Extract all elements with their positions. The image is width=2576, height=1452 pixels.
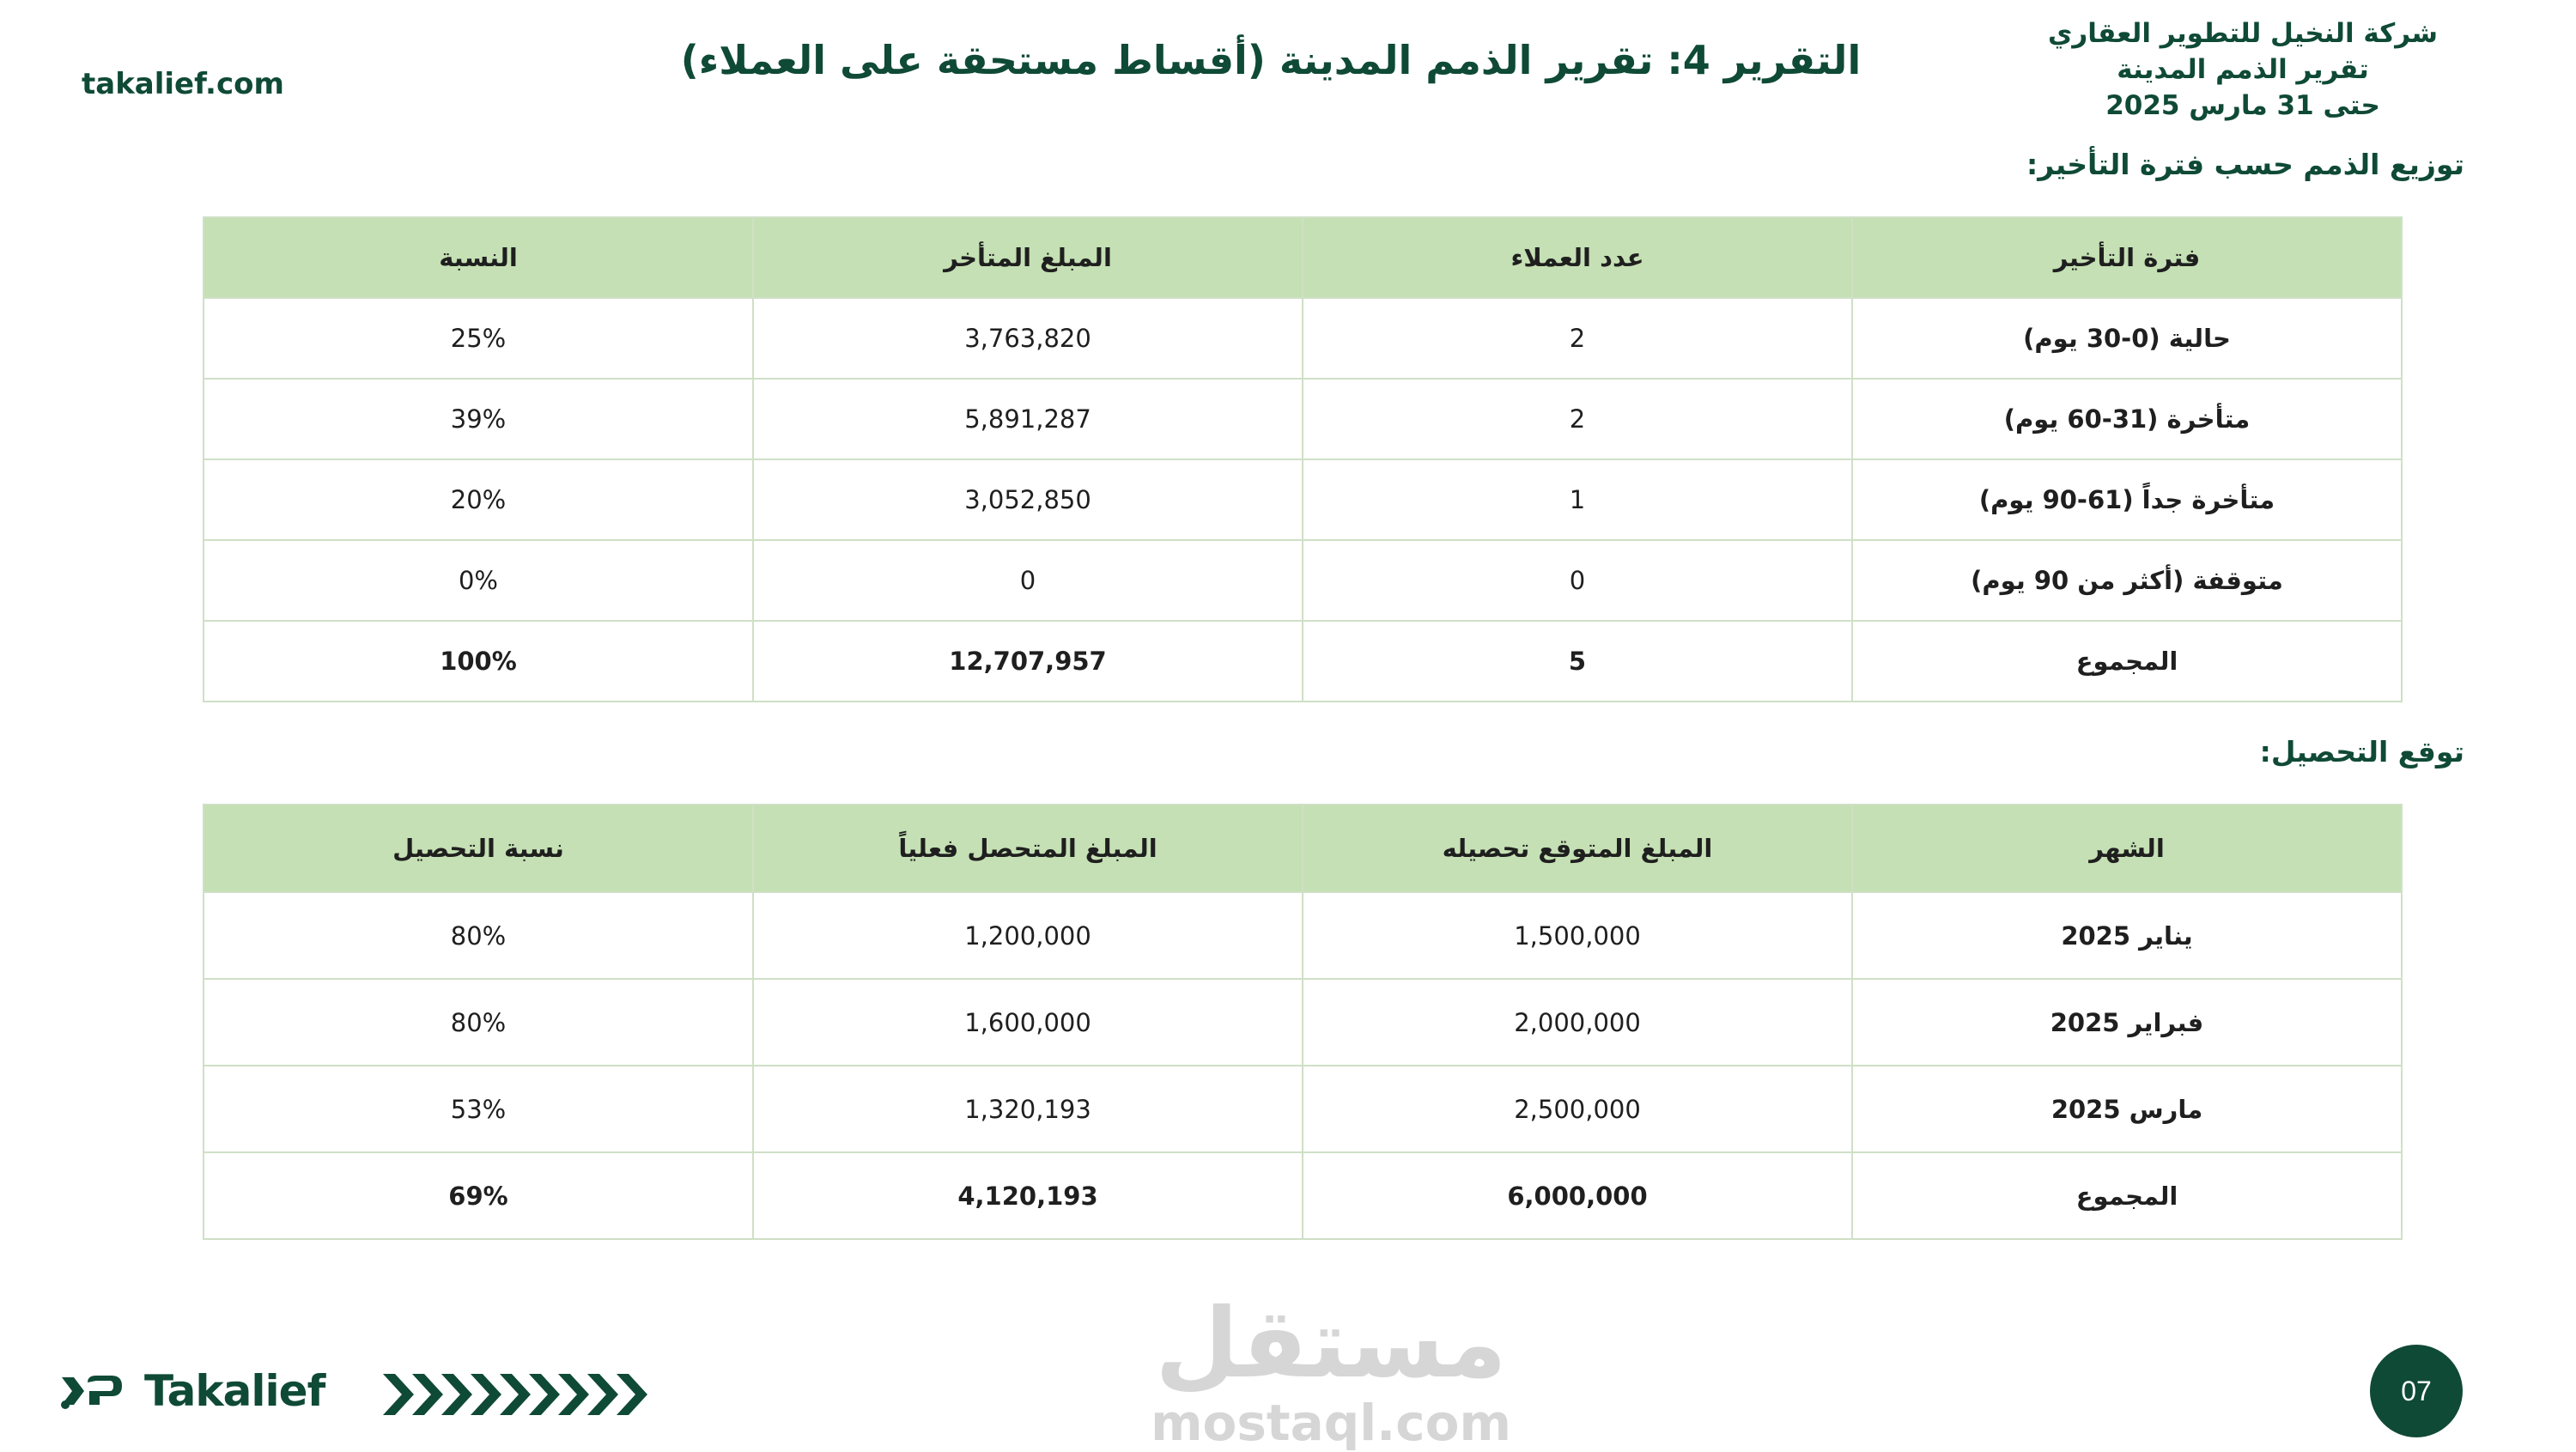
report-date: حتى 31 مارس 2025 xyxy=(2105,90,2380,121)
customers-cell: 2 xyxy=(1303,298,1852,379)
page-title: التقرير 4: تقرير الذمم المدينة (أقساط مستحقة على العملاء) xyxy=(680,37,1862,83)
column-header: عدد العملاء xyxy=(1303,217,1852,298)
aging-heading: توزيع الذمم حسب فترة التأخير: xyxy=(2026,148,2464,181)
percent-cell: 0% xyxy=(204,540,753,621)
table-row xyxy=(204,298,2402,379)
month-cell: فبراير 2025 xyxy=(1852,979,2402,1066)
rate-cell: 80% xyxy=(204,979,753,1066)
table-row xyxy=(204,379,2402,459)
company-header xyxy=(2020,15,2466,124)
table-row xyxy=(204,1066,2402,1152)
rate-cell: 80% xyxy=(204,892,753,979)
table-row xyxy=(204,459,2402,540)
watermark xyxy=(1116,1288,1546,1452)
page-number-badge: 07 xyxy=(2370,1345,2463,1437)
column-header: نسبة التحصيل xyxy=(204,805,753,892)
table-header-row xyxy=(204,217,2402,298)
total-customers-cell: 5 xyxy=(1303,621,1852,702)
period-cell: متوقفة (أكثر من 90 يوم) xyxy=(1852,540,2402,621)
total-row xyxy=(204,1152,2402,1239)
aging-table xyxy=(203,216,2403,702)
actual-cell: 1,320,193 xyxy=(753,1066,1303,1152)
total-amount-cell: 12,707,957 xyxy=(753,621,1303,702)
total-actual-cell: 4,120,193 xyxy=(753,1152,1303,1239)
total-label-cell: المجموع xyxy=(1852,621,2402,702)
period-cell: حالية (0-30 يوم) xyxy=(1852,298,2402,379)
watermark-arabic: مستقل xyxy=(1155,1288,1507,1400)
brand-name: Takalief xyxy=(144,1366,325,1416)
customers-cell: 1 xyxy=(1303,459,1852,540)
percent-cell: 25% xyxy=(204,298,753,379)
customers-cell: 2 xyxy=(1303,379,1852,459)
watermark-url: mostaql.com xyxy=(1151,1394,1511,1452)
actual-cell: 1,600,000 xyxy=(753,979,1303,1066)
column-header: الشهر xyxy=(1852,805,2402,892)
column-header: النسبة xyxy=(204,217,753,298)
column-header: فترة التأخير xyxy=(1852,217,2402,298)
amount-cell: 5,891,287 xyxy=(753,379,1303,459)
expected-cell: 2,500,000 xyxy=(1303,1066,1852,1152)
amount-cell: 0 xyxy=(753,540,1303,621)
company-name: شركة النخيل للتطوير العقاري xyxy=(2047,18,2439,49)
chevron-right-icon xyxy=(383,1372,649,1417)
percent-cell: 20% xyxy=(204,459,753,540)
chevron-strip xyxy=(383,1370,649,1419)
actual-cell: 1,200,000 xyxy=(753,892,1303,979)
table-row xyxy=(204,979,2402,1066)
column-header: المبلغ المتوقع تحصيله xyxy=(1303,805,1852,892)
percent-cell: 39% xyxy=(204,379,753,459)
site-link[interactable]: takalief.com xyxy=(82,67,284,101)
expected-cell: 1,500,000 xyxy=(1303,892,1852,979)
expected-cell: 2,000,000 xyxy=(1303,979,1852,1066)
amount-cell: 3,763,820 xyxy=(753,298,1303,379)
period-cell: متأخرة (31-60 يوم) xyxy=(1852,379,2402,459)
total-percent-cell: 100% xyxy=(204,621,753,702)
total-expected-cell: 6,000,000 xyxy=(1303,1152,1852,1239)
total-row xyxy=(204,621,2402,702)
total-label-cell: المجموع xyxy=(1852,1152,2402,1239)
table-row xyxy=(204,892,2402,979)
period-cell: متأخرة جداً (61-90 يوم) xyxy=(1852,459,2402,540)
table-row xyxy=(204,540,2402,621)
brand-logo xyxy=(58,1367,325,1415)
amount-cell: 3,052,850 xyxy=(753,459,1303,540)
month-cell: مارس 2025 xyxy=(1852,1066,2402,1152)
column-header: المبلغ المتأخر xyxy=(753,217,1303,298)
customers-cell: 0 xyxy=(1303,540,1852,621)
rate-cell: 53% xyxy=(204,1066,753,1152)
collection-heading: توقع التحصيل: xyxy=(2259,735,2464,769)
column-header: المبلغ المتحصل فعلياً xyxy=(753,805,1303,892)
month-cell: يناير 2025 xyxy=(1852,892,2402,979)
total-rate-cell: 69% xyxy=(204,1152,753,1239)
report-name: تقرير الذمم المدينة xyxy=(2117,54,2369,85)
table-header-row xyxy=(204,805,2402,892)
logo-mark-icon xyxy=(58,1370,132,1412)
collection-table xyxy=(203,804,2403,1240)
